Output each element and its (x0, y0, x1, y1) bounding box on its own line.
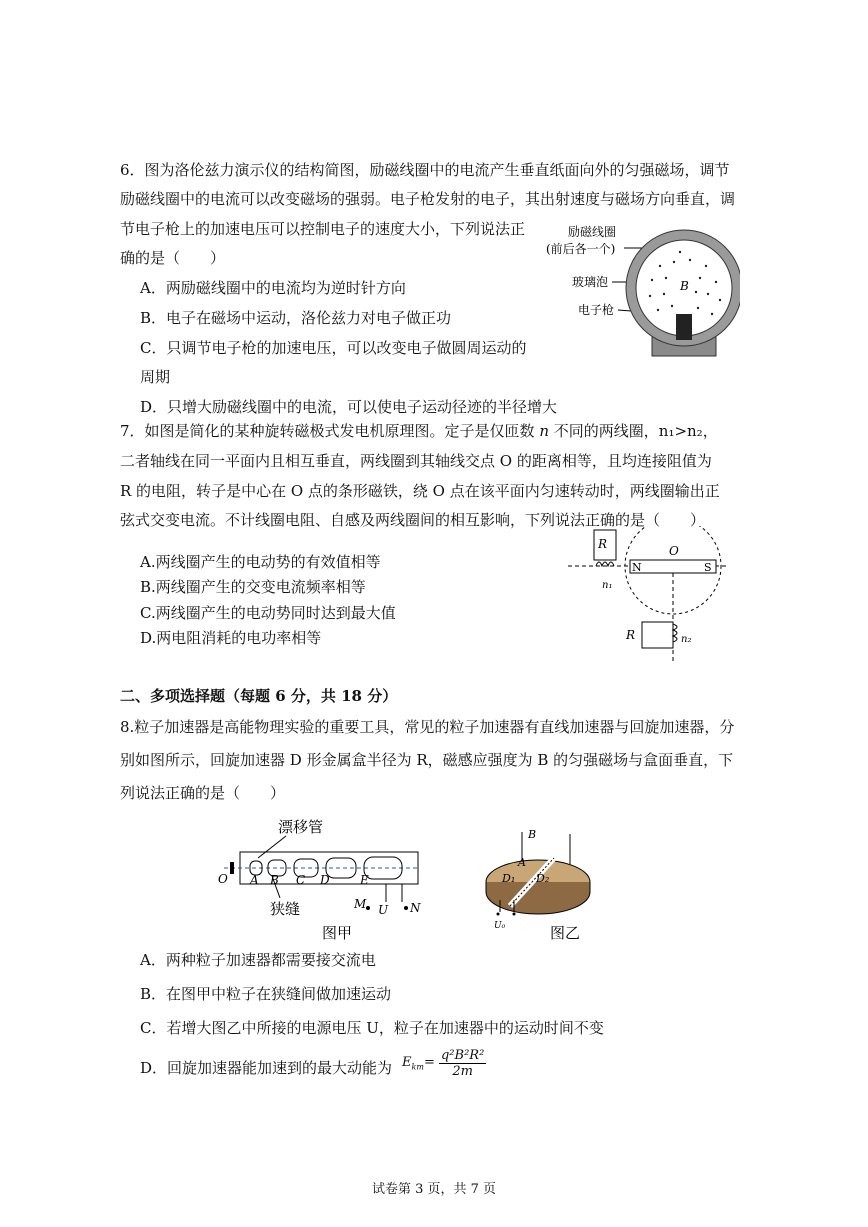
voltage-u0-label: U₀ (494, 921, 506, 931)
q7-option-a: A.两线圈产生的电动势的有效值相等 (140, 553, 381, 571)
formula-denominator: 2m (452, 1064, 473, 1079)
q8-option-a: A．两种粒子加速器都需要接交流电 (140, 951, 376, 969)
q7-line-1 (120, 421, 718, 441)
cyclotron-figure (480, 824, 600, 944)
linear-accelerator-figure (216, 812, 426, 942)
q8-option-d: D．回旋加速器能加速到的最大动能为 (140, 1059, 393, 1077)
gun-label: 电子枪 (578, 303, 615, 317)
section-2-title: 二、多项选择题（每题 6 分，共 18 分） (120, 687, 398, 705)
formula-lhs: $E_{km}=$ (402, 1055, 435, 1072)
figure-b-caption: 图乙 (550, 924, 581, 942)
q6-line-1: 6．图为洛伦兹力演示仪的结构简图，励磁线圈中的电流产生垂直纸面向外的匀强磁场，调节 (120, 161, 730, 179)
q8-line-1: 8.粒子加速器是高能物理实验的重要工具，常见的粒子加速器有直线加速器与回旋加速器，分 (120, 718, 735, 736)
q8-option-b: B．在图甲中粒子在狭缝间做加速运动 (140, 985, 392, 1003)
q7-line-3: R 的电阻，转子是中心在 O 点的条形磁铁，绕 O 点在该平面内匀速转动时，两线圈输出正 (120, 482, 720, 500)
tube-d-label: D (320, 873, 330, 887)
slit-label: 狭缝 (270, 900, 301, 918)
max-kinetic-energy-formula (402, 1048, 486, 1079)
q7-line-4: 弦式交变电流。不计线圈电阻、自感及两线圈间的相互影响，下列说法正确的是（ ） (120, 511, 706, 529)
point-o-label: O (218, 872, 228, 886)
q7-compare: n₁>n₂， (658, 422, 718, 440)
q6-option-a: A．两励磁线圈中的电流均为逆时针方向 (140, 279, 406, 297)
q6-line-3: 节电子枪上的加速电压可以控制电子的速度大小，下列说法正 (120, 220, 526, 238)
magnet-n-label: N (632, 561, 642, 574)
coil-n2-label: n₂ (681, 634, 692, 645)
page-footer: 试卷第 3 页，共 7 页 (371, 1182, 497, 1197)
center-o-label: O (669, 544, 679, 558)
resistor-2-loop (642, 622, 673, 648)
formula-sub: km (411, 1062, 424, 1072)
formula-numerator: q²B²R² (440, 1048, 485, 1063)
q6-option-d: D．只增大励磁线圈中的电流，可以使电子运动径迹的半径增大 (140, 398, 558, 416)
dee-1-label: D₁ (502, 872, 516, 885)
field-b-label: B (680, 279, 689, 293)
drift-pointer (258, 836, 286, 858)
coil-n1-icon (596, 562, 614, 566)
tube-e-label: E (360, 873, 369, 887)
terminal-m-label: M (354, 897, 367, 911)
bulb-label: 玻璃泡 (572, 275, 609, 289)
q8-line-3: 列说法正确的是（ ） (120, 784, 286, 802)
q7-option-b: B.两线圈产生的交变电流频率相等 (140, 578, 366, 596)
q7-line-1-mid: 不同的两线圈， (549, 422, 659, 440)
electron-gun-icon (676, 314, 692, 340)
resistor-2-label: R (626, 628, 636, 642)
field-b-label-2: B (528, 828, 537, 841)
terminal-n-label: N (410, 901, 421, 915)
ion-source (230, 862, 234, 874)
d-box-side (486, 882, 590, 914)
coil-label-note: (前后各一个) (546, 242, 616, 256)
resistor-1-label: R (598, 537, 608, 551)
q6-option-c-cont: 周期 (140, 368, 171, 386)
q8-line-2: 别如图所示，回旋加速器 D 形金属盒半径为 R，磁感应强度为 B 的匀强磁场与盒面垂直，下 (120, 751, 734, 769)
coil-label: 励磁线圈 (568, 225, 617, 239)
q6-line-4: 确的是（ ） (120, 249, 226, 267)
figure-a-caption: 图甲 (322, 924, 353, 942)
tube-b-label: B (270, 873, 279, 887)
dee-2-label: D₂ (536, 872, 550, 885)
coil-n1-label: n₁ (602, 580, 613, 591)
q7-option-c: C.两线圈产生的电动势同时达到最大值 (140, 604, 396, 622)
generator-figure (568, 526, 738, 668)
q7-line-2: 二者轴线在同一平面内且相互垂直，两线圈到其轴线交点 O 的距离相等，且均连接阻值为 (120, 452, 712, 470)
q6-option-c: C．只调节电子枪的加速电压，可以改变电子做圆周运动的 (140, 339, 527, 357)
lorentz-demo-figure (540, 222, 740, 362)
q7-var-n: n (539, 422, 549, 440)
drift-tube-label: 漂移管 (278, 818, 324, 836)
magnet-s-label: S (704, 561, 712, 574)
q6-line-2: 励磁线圈中的电流可以改变磁场的强弱。电子枪发射的电子，其出射速度与磁场方向垂直，调 (120, 190, 736, 208)
tube-c-label: C (296, 873, 306, 887)
coil-n2-icon (673, 624, 677, 642)
tube-a-label: A (250, 873, 259, 887)
q7-option-d: D.两电阻消耗的电功率相等 (140, 629, 322, 647)
q7-line-1-start: 7．如图是简化的某种旋转磁极式发电机原理图。定子是仅匝数 (120, 422, 540, 440)
voltage-u-label: U (378, 903, 389, 917)
q6-option-b: B．电子在磁场中运动，洛伦兹力对电子做正功 (140, 309, 452, 327)
q8-option-c: C．若增大图乙中所接的电源电压 U，粒子在加速器中的运动时间不变 (140, 1019, 604, 1037)
formula-e: E (402, 1055, 412, 1071)
formula-fraction (439, 1048, 486, 1079)
point-a-label-2: A (518, 856, 526, 869)
